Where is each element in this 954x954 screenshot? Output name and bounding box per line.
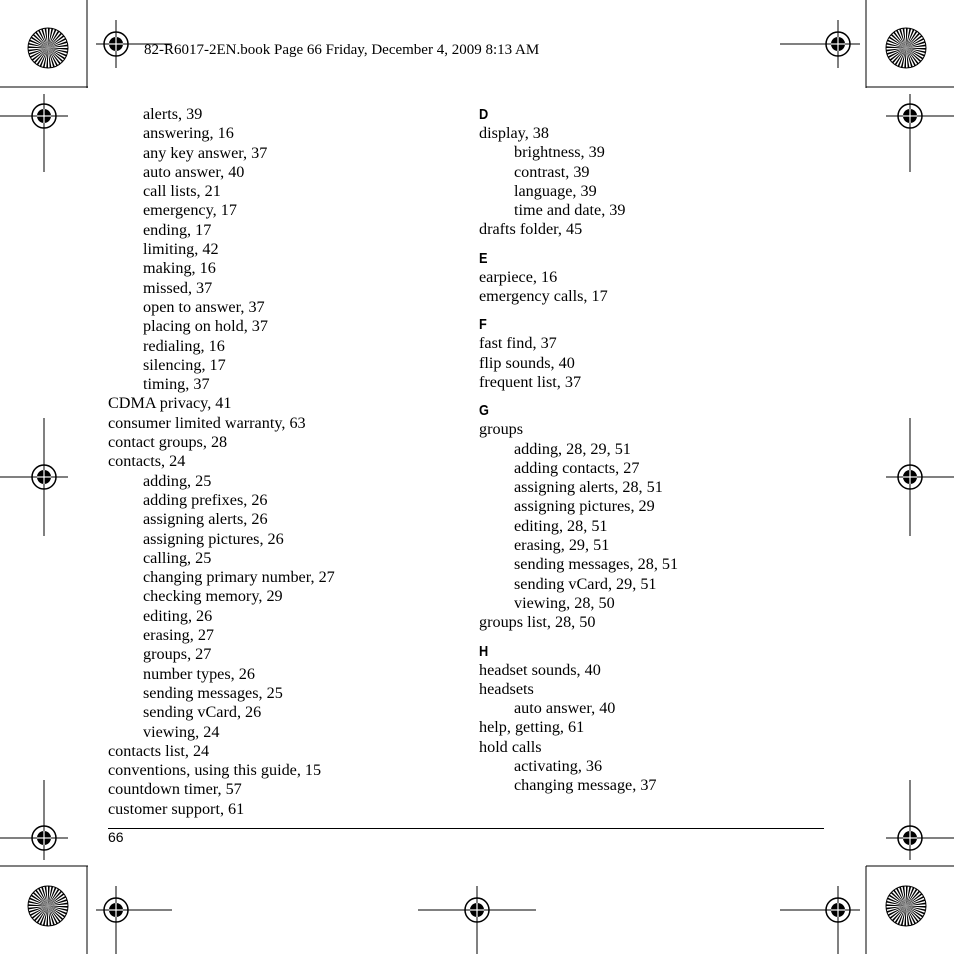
index-entry: CDMA privacy, 41 (108, 394, 232, 413)
index-entry: emergency calls, 17 (479, 287, 608, 306)
index-subentry: sending vCard, 26 (143, 703, 262, 722)
index-subentry: editing, 28, 51 (514, 516, 608, 535)
index-subentry: emergency, 17 (143, 201, 237, 220)
page-header: 82-R6017-2EN.book Page 66 Friday, December 4, 2009 8:13 AM (144, 42, 540, 58)
index-subentry: alerts, 39 (143, 105, 203, 123)
index-subentry: placing on hold, 37 (143, 317, 268, 336)
index-entry: countdown timer, 57 (108, 780, 242, 799)
index-subentry: making, 16 (143, 259, 216, 278)
section-letter: E (479, 249, 488, 267)
index-subentry: limiting, 42 (143, 240, 219, 259)
index-entry: contact groups, 28 (108, 433, 228, 452)
page-number: 66 (108, 829, 124, 845)
index-subentry: adding, 28, 29, 51 (514, 439, 631, 458)
index-subentry: redialing, 16 (143, 336, 225, 355)
index-subentry: sending messages, 25 (143, 683, 283, 702)
index-subentry: checking memory, 29 (143, 587, 283, 606)
index-subentry: contrast, 39 (514, 162, 590, 181)
star-target (28, 886, 68, 926)
index-entry: flip sounds, 40 (479, 353, 575, 372)
section-letter: D (479, 106, 489, 123)
index-entry: earpiece, 16 (479, 267, 558, 286)
index-subentry: open to answer, 37 (143, 297, 265, 316)
index-subentry: number types, 26 (143, 664, 255, 683)
index-entry: hold calls (479, 737, 542, 756)
index-subentry: editing, 26 (143, 606, 213, 625)
index-subentry: adding, 25 (143, 471, 212, 490)
index-subentry: time and date, 39 (514, 201, 626, 220)
index-entry: display, 38 (479, 124, 549, 142)
index-subentry: missed, 37 (143, 278, 213, 297)
index-subentry: auto answer, 40 (143, 162, 245, 181)
index-entry: fast find, 37 (479, 334, 557, 353)
star-target (886, 886, 926, 926)
index-subentry: auto answer, 40 (514, 699, 616, 718)
index-entry: frequent list, 37 (479, 372, 582, 391)
index-subentry: any key answer, 37 (143, 143, 268, 162)
index-subentry: brightness, 39 (514, 143, 605, 162)
index-entry: consumer limited warranty, 63 (108, 413, 306, 432)
index-entry: help, getting, 61 (479, 718, 585, 737)
index-subentry: silencing, 17 (143, 355, 226, 374)
index-column-left (108, 105, 458, 819)
index-subentry: timing, 37 (143, 375, 210, 394)
index-subentry: sending messages, 28, 51 (514, 555, 679, 574)
footer-rule (108, 828, 824, 829)
section-letter: F (479, 316, 487, 334)
index-entry: drafts folder, 45 (479, 220, 583, 239)
index-subentry: changing message, 37 (514, 776, 657, 795)
star-target (28, 28, 68, 68)
index-entry: contacts list, 24 (108, 741, 210, 760)
index-entry: customer support, 61 (108, 799, 245, 818)
index-subentry: changing primary number, 27 (143, 568, 335, 587)
index-entry: groups (479, 420, 524, 439)
index-subentry: assigning pictures, 29 (514, 497, 655, 516)
section-letter: H (479, 642, 489, 660)
index-subentry: groups, 27 (143, 645, 212, 664)
index-subentry: sending vCard, 29, 51 (514, 574, 657, 593)
index-subentry: call lists, 21 (143, 182, 221, 201)
index-subentry: language, 39 (514, 181, 597, 200)
index-entry: conventions, using this guide, 15 (108, 761, 322, 780)
section-letter: G (479, 402, 489, 420)
index-entry: headset sounds, 40 (479, 660, 601, 679)
index-subentry: erasing, 27 (143, 626, 215, 645)
index-entry: groups list, 28, 50 (479, 613, 596, 632)
index-entry: headsets (479, 679, 534, 698)
index-subentry: viewing, 24 (143, 722, 220, 741)
index-subentry: calling, 25 (143, 548, 212, 567)
index-column-right (479, 105, 829, 796)
index-entry: contacts, 24 (108, 452, 186, 471)
index-subentry: answering, 16 (143, 124, 234, 143)
index-subentry: assigning alerts, 26 (143, 510, 268, 529)
index-subentry: assigning alerts, 28, 51 (514, 478, 663, 497)
index-subentry: erasing, 29, 51 (514, 536, 610, 555)
index-subentry: assigning pictures, 26 (143, 529, 284, 548)
index-subentry: activating, 36 (514, 757, 603, 776)
index-subentry: adding prefixes, 26 (143, 490, 268, 509)
index-subentry: ending, 17 (143, 220, 212, 239)
star-target (886, 28, 926, 68)
index-subentry: adding contacts, 27 (514, 458, 640, 477)
index-subentry: viewing, 28, 50 (514, 593, 615, 612)
